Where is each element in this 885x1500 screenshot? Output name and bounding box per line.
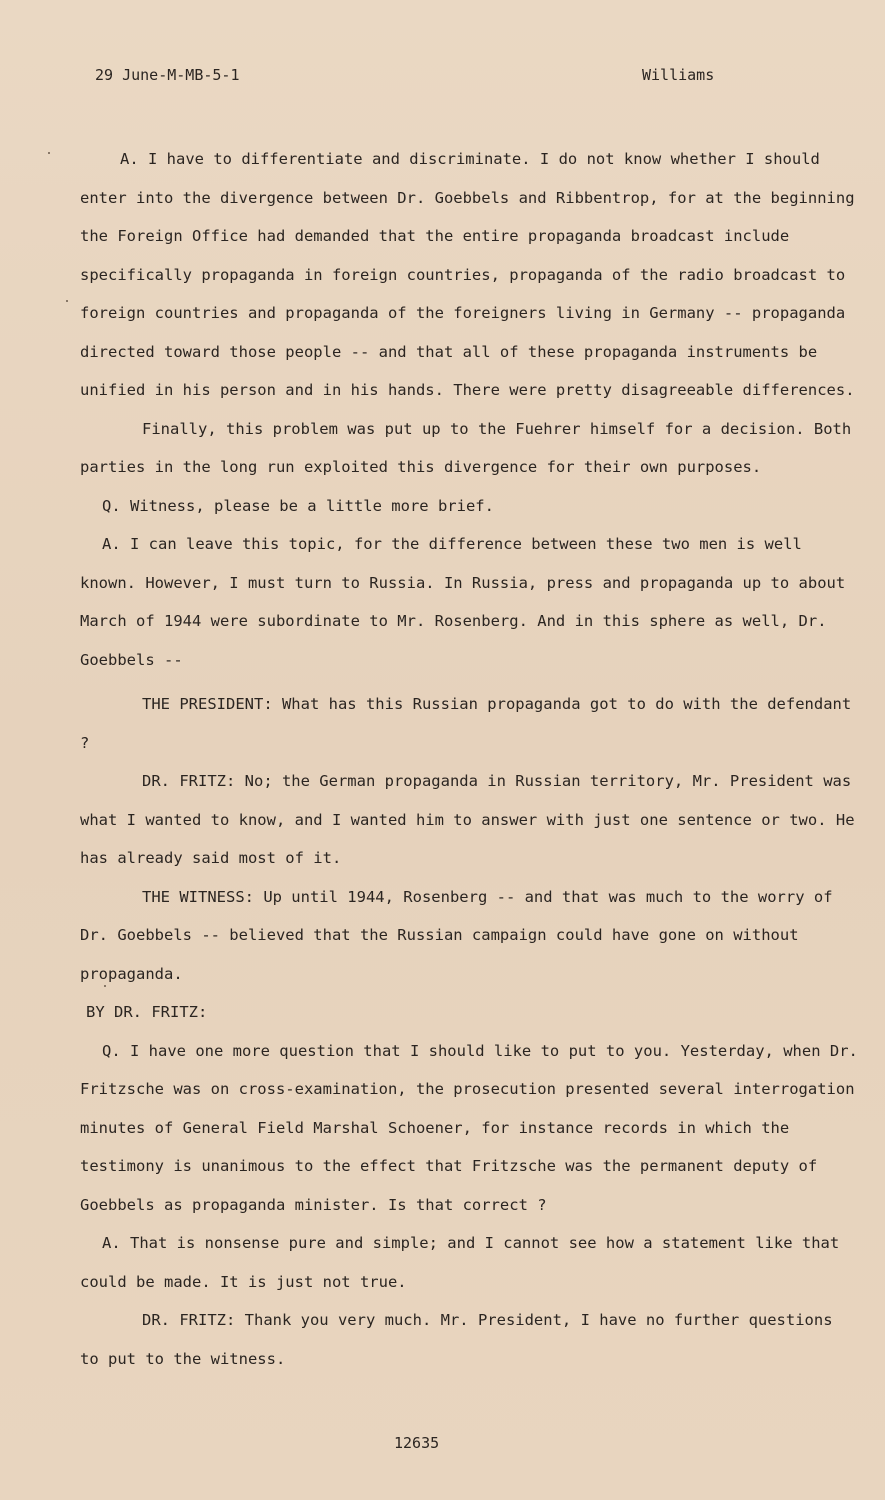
paragraph-answer-3: A. That is nonsense pure and simple; and I cannot see how a statement like that could be made. It is just not true. — [80, 1234, 840, 1291]
translator-name: Williams — [642, 66, 715, 84]
paragraph-answer-1-cont: Finally, this problem was put up to the Fuehrer himself for a decision. Both parties in the long run exploited this divergence for their own purposes. — [80, 419, 852, 476]
paragraph-answer-2: A. I can leave this topic, for the difference between these two men is well known. However, I must turn to Russia. In Russia, press and propaganda up to about March of 1944 were subordinate to Mr. Rosenberg. And in this sphere as well, Dr. Goebbels -- — [80, 535, 846, 669]
paragraph-dr-fritz-2: DR. FRITZ: Thank you very much. Mr. President, I have no further questions to put to the witness. — [80, 1311, 833, 1368]
paragraph-answer-1: A. I have to differentiate and discriminate. I do not know whether I should enter into the divergence between Dr. Goebbels and Ribbentrop, for at the beginning the Foreign Office had demanded that the entire propaganda broadcast include specifically propaganda in foreign countries, propaganda of the radio broadcast to foreign countries and propaganda of the foreigners living in Germany -- propaganda directed toward those people -- and that all of these propaganda instruments be unified in his person and in his hands. There were pretty disagreeable differences. — [80, 150, 855, 399]
paragraph-dr-fritz-1: DR. FRITZ: No; the German propaganda in Russian territory, Mr. President was what I wanted to know, and I wanted him to answer with just one sentence or two. He has already said most of it. — [80, 772, 855, 867]
document-reference: 29 June-M-MB-5-1 — [95, 66, 240, 84]
paragraph-by-dr-fritz: BY DR. FRITZ: — [86, 1003, 208, 1021]
paper-speck — [48, 152, 50, 154]
paragraph-president: THE PRESIDENT: What has this Russian propaganda got to do with the defendant ? — [80, 695, 852, 752]
paragraph-witness: THE WITNESS: Up until 1944, Rosenberg -- and that was much to the worry of Dr. Goebbels -- believed that the Russian campaign could have gone on without propaganda. — [80, 887, 833, 983]
paper-speck — [66, 300, 68, 302]
paragraph-question-1: Q. Witness, please be a little more brief. — [102, 496, 494, 515]
transcript-body — [80, 140, 858, 1378]
page-number: 12635 — [394, 1434, 440, 1452]
paper-speck — [104, 985, 106, 987]
paragraph-question-2: Q. I have one more question that I should like to put to you. Yesterday, when Dr. Fritzsche was on cross-examination, the prosecution presented several interrogation minutes of General Field Marshal Schoener, for instance records in which the testimony is unanimous to the effect that Fritzsche was the permanent deputy of Goebbels as propaganda minister. Is that correct ? — [80, 1041, 858, 1214]
